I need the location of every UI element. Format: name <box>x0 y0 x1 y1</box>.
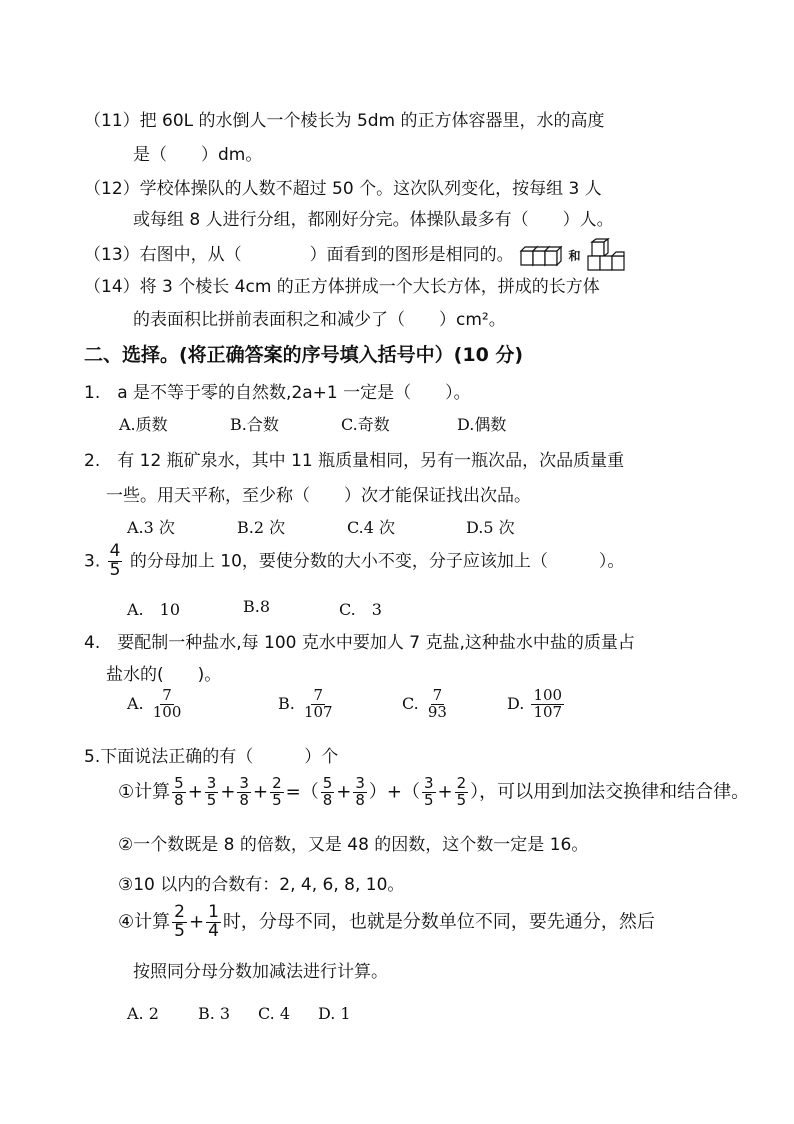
q5-s1-plus: + <box>187 781 203 803</box>
q4-a-numerator: 7 <box>162 686 172 704</box>
q4-b-numerator: 7 <box>313 686 324 704</box>
q5-stem: 5.下面说法正确的有（ ）个 <box>84 747 339 767</box>
q4-c-numerator: 7 <box>432 686 443 704</box>
q4-option-b <box>278 688 337 721</box>
q5-s4-f1-num: 2 <box>174 902 185 922</box>
q3-option-b: B.8 <box>243 597 271 616</box>
q5-s4-f2-num: 1 <box>208 902 219 922</box>
q3-stem <box>84 543 624 580</box>
q5-s1-plus: + <box>252 781 269 803</box>
q5-s1-plus: + <box>336 781 352 803</box>
q5-s4-plus: + <box>188 911 205 933</box>
q2-option-d: D.5 次 <box>466 518 515 537</box>
q11-line2: 是（ ）dm。 <box>133 145 263 165</box>
q2-stem-line2: 一些。用天平称，至少称（ ）次才能保证找出次品。 <box>106 486 531 506</box>
q5-statement-4-line2: 按照同分母分数加减法进行计算。 <box>133 962 388 982</box>
q12-line1: （12）学校体操队的人数不超过 50 个。这次队列变化，按每组 3 人 <box>84 179 602 199</box>
q3-frac-numerator: 4 <box>109 541 121 561</box>
q5-s1-g1b-num: 3 <box>355 774 365 792</box>
q5-s1-g1b-den: 8 <box>355 790 365 809</box>
q4-stem-line2: 盐水的( )。 <box>106 665 222 685</box>
q4-option-c-letter: C. <box>402 693 419 713</box>
q4-option-c <box>402 688 451 721</box>
cube-row-figure <box>519 243 563 267</box>
q3-text: 的分母加上 10，要使分数的大小不变，分子应该加上（ ）。 <box>129 551 625 572</box>
q13-and: 和 <box>568 249 581 263</box>
q5-statement-2: ②一个数既是 8 的倍数，又是 48 的因数，这个数一定是 16。 <box>118 835 589 855</box>
q5-s1-g2a-den: 5 <box>423 790 434 809</box>
q5-s1-g1a-num: 5 <box>322 774 333 792</box>
q5-s1-prefix: ①计算 <box>118 781 171 803</box>
q5-s1-t3-num: 3 <box>239 774 249 792</box>
q5-s1-rparen: ） <box>470 781 480 803</box>
q5-s1-t3-den: 8 <box>239 790 249 809</box>
q4-stem-line1: 4. 要配制一种盐水,每 100 克水中要加人 7 克盐,这种盐水中盐的质量占 <box>84 633 635 653</box>
q3-option-a: A. 10 <box>127 600 181 619</box>
q1-option-a: A.质数 <box>119 415 168 434</box>
q5-s1-g2b-den: 5 <box>456 790 467 809</box>
q3-option-c: C. 3 <box>339 600 382 619</box>
q2-stem-line1: 2. 有 12 瓶矿泉水，其中 11 瓶质量相同，另有一瓶次品，次品质量重 <box>84 451 625 471</box>
cube-stack-figure <box>586 238 626 272</box>
q1-option-c: C.奇数 <box>341 415 390 434</box>
q5-s1-g2b-num: 2 <box>456 774 467 792</box>
q2-option-c: C.4 次 <box>347 518 396 537</box>
q4-option-a-letter: A. <box>127 693 144 713</box>
q4-d-denominator: 107 <box>533 702 563 721</box>
q4-c-denominator: 93 <box>427 702 447 721</box>
q5-option-c: C. 4 <box>258 1004 291 1023</box>
q4-d-numerator: 100 <box>533 686 563 704</box>
q5-s1-t4-num: 2 <box>272 774 282 792</box>
q5-s1-t1-den: 8 <box>174 790 184 809</box>
q5-s1-plus: + <box>386 781 402 803</box>
q5-s4-f1-den: 5 <box>174 920 185 941</box>
q1-option-b: B.合数 <box>230 415 279 434</box>
q5-s1-g2a-num: 3 <box>423 774 434 792</box>
section-title: 二、选择。(将正确答案的序号填入括号中）(10 分) <box>84 344 524 366</box>
q14-line2: 的表面积比拼前表面积之和减少了（ ）cm²。 <box>133 310 506 330</box>
q5-s1-lparen: （ <box>300 781 319 803</box>
q2-option-b: B.2 次 <box>237 518 286 537</box>
q13-line <box>84 238 626 272</box>
q1-stem: 1. a 是不等于零的自然数,2a+1 一定是（ ）。 <box>84 383 471 403</box>
q3-frac-denominator: 5 <box>109 559 121 580</box>
q5-s1-t2-den: 5 <box>206 790 217 809</box>
q5-s1-equals: = <box>285 781 301 803</box>
q5-s1-g1a-den: 8 <box>322 790 333 809</box>
q13-text: （13）右图中，从（ ）面看到的图形是相同的。 <box>84 245 514 265</box>
q11-line1: （11）把 60L 的水倒人一个棱长为 5dm 的正方体容器里，水的高度 <box>84 111 605 131</box>
q4-a-denominator: 100 <box>152 702 182 721</box>
q5-s4-prefix: ④计算 <box>118 911 171 933</box>
q4-b-denominator: 107 <box>303 702 333 721</box>
q5-s1-plus: + <box>437 781 453 803</box>
q14-line1: （14）将 3 个棱长 4cm 的正方体拼成一个大长方体，拼成的长方体 <box>84 277 600 297</box>
q12-line2: 或每组 8 人进行分组，都刚好分完。体操队最多有（ ）人。 <box>133 210 614 230</box>
q4-option-b-letter: B. <box>278 693 295 713</box>
q5-s1-plus: + <box>220 781 236 803</box>
q1-option-d: D.偶数 <box>457 415 507 434</box>
q5-statement-1 <box>118 776 749 809</box>
q3-number: 3. <box>84 551 101 572</box>
q5-s4-f2-den: 4 <box>208 920 219 941</box>
q5-s1-t1-num: 5 <box>174 774 184 792</box>
q5-s1-t4-den: 5 <box>272 790 282 809</box>
q2-option-a: A.3 次 <box>127 518 175 537</box>
q5-statement-4 <box>118 904 655 941</box>
q5-s1-rparen: ） <box>368 781 387 803</box>
q5-option-a: A. 2 <box>127 1004 159 1023</box>
q4-option-a <box>127 688 185 721</box>
q5-s4-suffix: 时，分母不同，也就是分数单位不同，要先通分，然后 <box>222 911 655 933</box>
q3-fraction <box>108 543 123 580</box>
q5-s1-lparen: （ <box>401 781 420 803</box>
q4-option-d <box>507 688 566 721</box>
q5-statement-3: ③10 以内的合数有：2, 4, 6, 8, 10。 <box>118 875 405 895</box>
q5-option-d: D. 1 <box>318 1004 351 1023</box>
q5-option-b: B. 3 <box>198 1004 231 1023</box>
q4-option-d-letter: D. <box>507 693 525 713</box>
q5-s1-t2-num: 3 <box>206 774 217 792</box>
q5-s1-suffix: ，可以用到加法交换律和结合律。 <box>479 781 750 803</box>
